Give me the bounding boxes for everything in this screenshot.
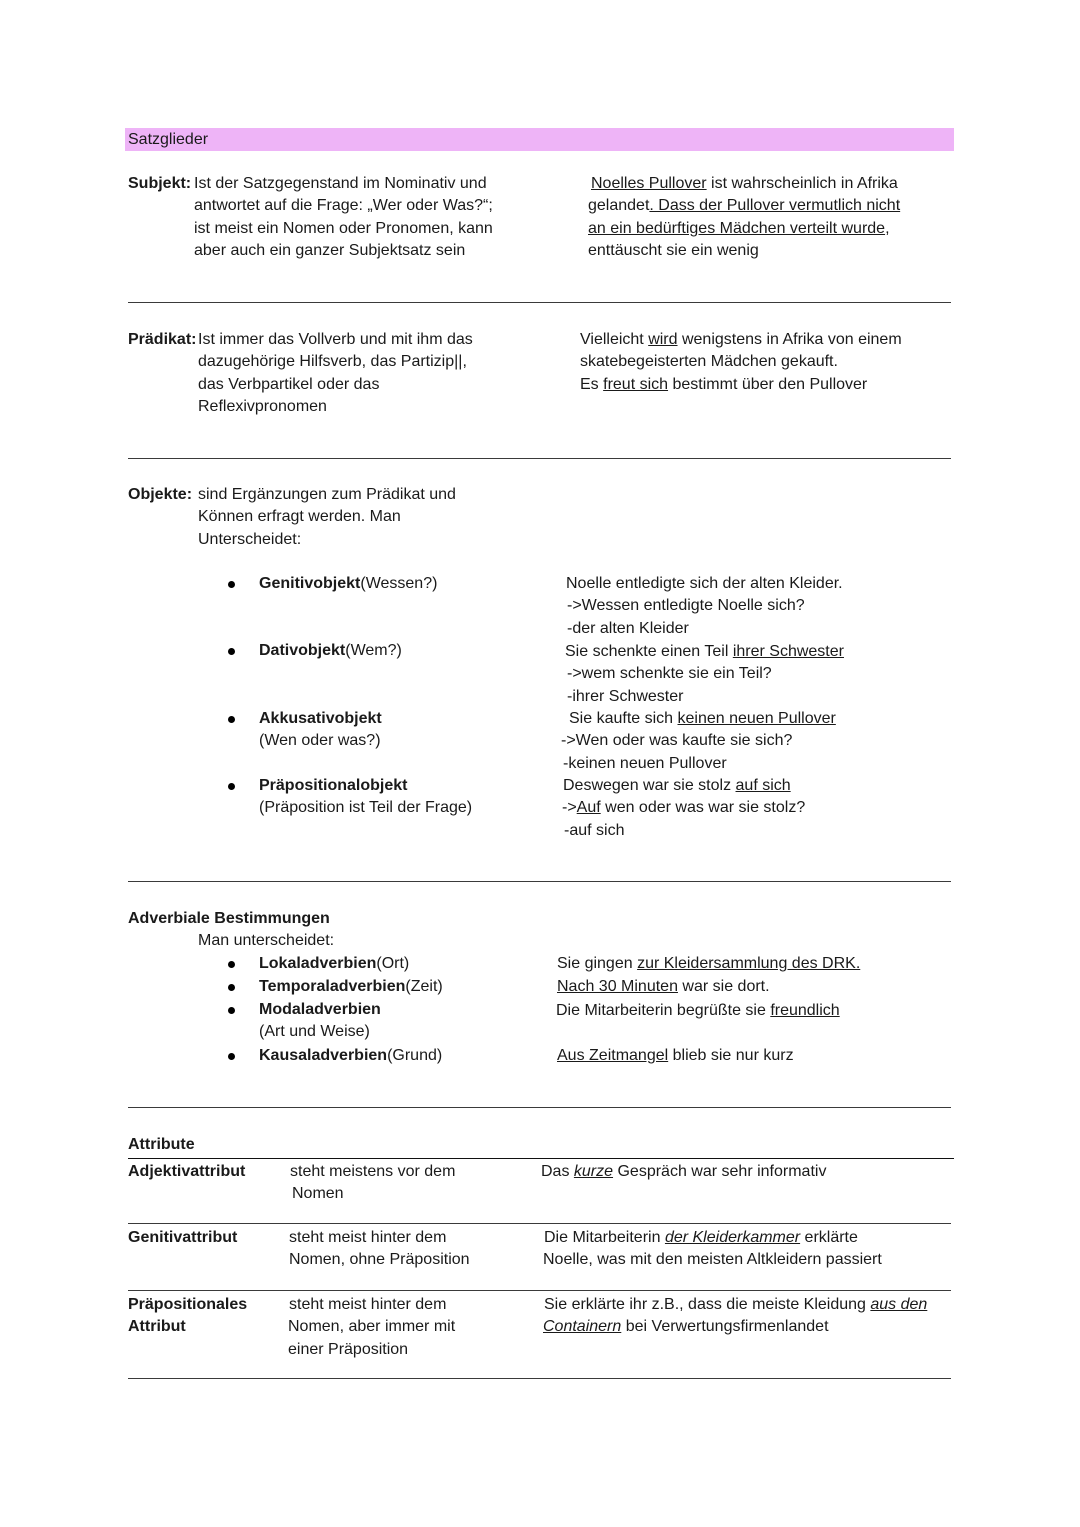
akkusativobjekt-term: Akkusativobjekt (Wen oder was?)	[259, 710, 382, 750]
praedikat-label: Prädikat:	[128, 331, 197, 348]
bullet-icon	[228, 648, 235, 655]
underlined-phrase: keinen neuen Pullover	[677, 710, 836, 727]
underlined-phrase: Nach 30 Minuten	[557, 978, 678, 995]
underlined-phrase: aus den	[870, 1296, 928, 1313]
subjekt-def-line: Ist der Satzgegenstand im Nominativ und	[194, 175, 487, 192]
divider	[128, 881, 951, 882]
adverbiale-title: Adverbiale Bestimmungen	[128, 910, 330, 927]
lokal-example: Sie gingen zur Kleidersammlung des DRK.	[557, 955, 861, 972]
subjekt-def-line: aber auch ein ganzer Subjektsatz sein	[194, 241, 466, 259]
subjekt-example: Noelles Pullover ist wahrscheinlich in Afrika gelandet. Dass der Pullover vermutlich nicht an ein bedürftiges Mädchen verteilt wurde, enttäuscht sie ein wenig	[588, 175, 901, 259]
bullet-icon	[228, 1007, 235, 1014]
bullet-icon	[228, 961, 235, 968]
bullet-icon	[228, 716, 235, 723]
underlined-phrase: freundlich	[770, 1002, 840, 1019]
underlined-phrase: freut sich	[603, 375, 669, 393]
adjektivattribut-term: Adjektivattribut	[128, 1163, 246, 1180]
underlined-phrase: Noelles Pullover	[591, 175, 707, 192]
table-row-rule	[128, 1290, 951, 1291]
genitivobjekt-term: Genitivobjekt(Wessen?)	[259, 575, 438, 592]
kausaladverbien-term: Kausaladverbien(Grund)	[259, 1047, 443, 1064]
temporaladverbien-term: Temporaladverbien(Zeit)	[259, 978, 443, 995]
bullet-icon	[228, 984, 235, 991]
subjekt-def-line: ist meist ein Nomen oder Pronomen, kann	[194, 219, 493, 237]
subjekt-definition	[194, 173, 493, 262]
divider	[128, 1107, 951, 1108]
praedikat-definition: Ist immer das Vollverb und mit ihm das dazugehörige Hilfsverb, das Partizip||, das Verbpartikel oder das Reflexivpronomen	[198, 331, 473, 415]
praedikat-example: Vielleicht wird wenigstens in Afrika von einem skatebegeisterten Mädchen gekauft. Es freut sich bestimmt über den Pullover	[580, 331, 902, 393]
akkusativobjekt-example: Sie kaufte sich keinen neuen Pullover ->Wen oder was kaufte sie sich? -keinen neuen Pullover	[561, 710, 836, 772]
divider	[128, 458, 951, 459]
temporal-example: Nach 30 Minuten war sie dort.	[557, 978, 770, 995]
title-highlight-bar	[125, 128, 954, 151]
praepositionales-attribut-description: steht meist hinter dem Nomen, aber immer mit einer Präposition	[288, 1296, 456, 1358]
underlined-phrase: . Dass der Pullover vermutlich nicht	[649, 197, 901, 215]
dativobjekt-term: Dativobjekt(Wem?)	[259, 642, 402, 659]
genitivobjekt-example: Noelle entledigte sich der alten Kleider. ->Wessen entledigte Noelle sich? -der alten Kleider	[566, 575, 843, 637]
adverbiale-intro: Man unterscheidet:	[198, 932, 335, 949]
underlined-phrase: Containern	[543, 1318, 622, 1336]
underlined-phrase: an ein bedürftiges Mädchen verteilt wurde	[588, 219, 886, 237]
modaladverbien-term: Modaladverbien (Art und Weise)	[259, 1001, 381, 1041]
objekte-definition: sind Ergänzungen zum Prädikat und Können erfragt werden. Man Unterscheidet:	[198, 486, 456, 548]
page-title: Satzglieder	[128, 131, 209, 148]
underlined-phrase: der Kleiderkammer	[664, 1229, 801, 1246]
underlined-phrase: kurze	[573, 1163, 614, 1180]
bullet-icon	[228, 581, 235, 588]
adjektivattribut-example: Das kurze Gespräch war sehr informativ	[541, 1163, 827, 1180]
dativobjekt-example: Sie schenkte einen Teil ihrer Schwester ->wem schenkte sie ein Teil? -ihrer Schwester	[565, 643, 844, 705]
subjekt-def-line: antwortet auf die Frage: „Wer oder Was?“;	[194, 197, 493, 215]
table-top-rule	[128, 1158, 954, 1159]
objekte-label: Objekte:	[128, 486, 193, 503]
adjektivattribut-description: steht meistens vor dem Nomen	[290, 1163, 456, 1203]
lokaladverbien-term: Lokaladverbien(Ort)	[259, 955, 410, 972]
praepositionalobjekt-term: Präpositionalobjekt (Präposition ist Teil der Frage)	[259, 777, 473, 817]
table-row-rule	[128, 1223, 951, 1224]
genitivattribut-term: Genitivattribut	[128, 1229, 238, 1246]
bullet-icon	[228, 1053, 235, 1060]
divider	[128, 302, 951, 303]
kausal-example: Aus Zeitmangel blieb sie nur kurz	[557, 1047, 794, 1064]
underlined-phrase: auf sich	[735, 777, 791, 794]
underlined-phrase: zur Kleidersammlung des DRK.	[637, 955, 861, 972]
bullet-icon	[228, 783, 235, 790]
subjekt-label: Subjekt:	[128, 175, 192, 192]
underlined-phrase: ihrer Schwester	[732, 643, 844, 660]
praepositionales-attribut-example: Sie erklärte ihr z.B., dass die meiste Kleidung aus den Containern bei Verwertungsfirmenlandet	[543, 1296, 928, 1336]
underlined-phrase: wird	[648, 331, 678, 348]
modal-example: Die Mitarbeiterin begrüßte sie freundlich	[556, 1002, 840, 1019]
praepositionales-attribut-term: Präpositionales Attribut	[128, 1296, 248, 1336]
praepositionalobjekt-example: Deswegen war sie stolz auf sich ->Auf wen oder was war sie stolz? -auf sich	[562, 777, 806, 839]
genitivattribut-description: steht meist hinter dem Nomen, ohne Präposition	[289, 1229, 470, 1269]
underlined-phrase: Aus Zeitmangel	[557, 1047, 669, 1064]
attribute-title: Attribute	[128, 1136, 195, 1153]
underlined-phrase: Auf	[576, 799, 601, 817]
genitivattribut-example: Die Mitarbeiterin der Kleiderkammer erklärte Noelle, was mit den meisten Altkleidern passiert	[543, 1229, 882, 1269]
table-bottom-rule	[128, 1378, 951, 1379]
